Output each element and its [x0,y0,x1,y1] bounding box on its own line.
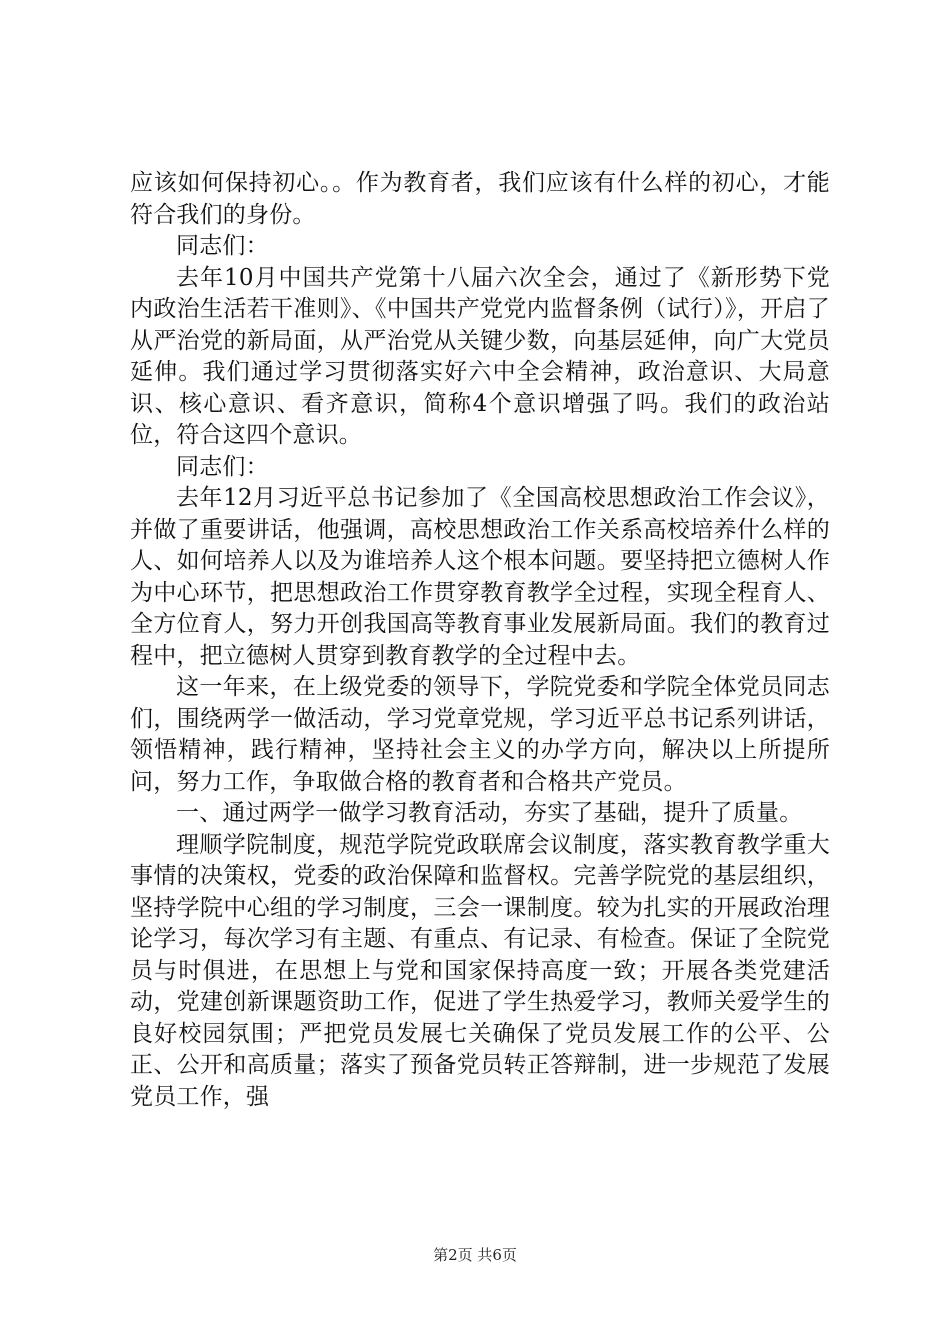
paragraph-year-review: 这一年来，在上级党委的领导下，学院党委和学院全体党员同志们，围绕两学一做活动，学习党章党规，学习近平总书记系列讲话，领悟精神，践行精神，坚持社会主义的办学方向，解决以上所提所问，努力工作，争取做合格的教育者和合格共产党员。 [130,674,830,795]
page-footer: 第2页 共6页 [433,1246,517,1264]
document-body [130,168,830,1113]
paragraph-salutation: 同志们： [176,233,269,259]
paragraph-salutation: 同志们： [176,453,269,480]
paragraph-ideological-work: 去年12月习近平总书记参加了《全国高校思想政治工作会议》，并做了重要讲话，他强调，高校思想政治工作关系高校培养什么样的人、如何培养人以及为谁培养人这个根本问题。要坚持把立德树人作为中心环节，把思想政治工作贯穿教育教学全过程，实现全程育人、全方位育人，努力开创我国高等教育事业发展新局面。我们的教育过程中，把立德树人贯穿到教育教学的全过程中去。 [130,485,830,669]
paragraph-sixth-plenum: 去年10月中国共产党第十八届六次全会，通过了《新形势下党内政治生活若干准则》、《中国共产党党内监督条例（试行）》，开启了从严治党的新局面，从严治党从关键少数，向基层延伸，向广大党员延伸。我们通过学习贯彻落实好六中全会精神，政治意识、大局意识、核心意识、看齐意识，简称4个意识增强了吗。我们的政治站位，符合这四个意识。 [130,264,830,448]
paragraph-continuation: 应该如何保持初心。。作为教育者，我们应该有什么样的初心，才能符合我们的身份。 [130,170,830,228]
section-heading-one: 一、通过两学一做学习教育活动，夯实了基础，提升了质量。 [176,800,803,826]
paragraph-institutions: 理顺学院制度，规范学院党政联席会议制度，落实教育教学重大事情的决策权，党委的政治保障和监督权。完善学院党的基层组织，坚持学院中心组的学习制度，三会一课制度。较为扎实的开展政治理论学习，每次学习有主题、有重点、有记录、有检查。保证了全院党员与时俱进，在思想上与党和国家保持高度一致；开展各类党建活动，党建创新课题资助工作，促进了学生热爱学习，教师关爱学生的良好校园氛围；严把党员发展七关确保了党员发展工作的公平、公正、公开和高质量；落实了预备党员转正答辩制，进一步规范了发展党员工作，强 [130,831,830,1110]
